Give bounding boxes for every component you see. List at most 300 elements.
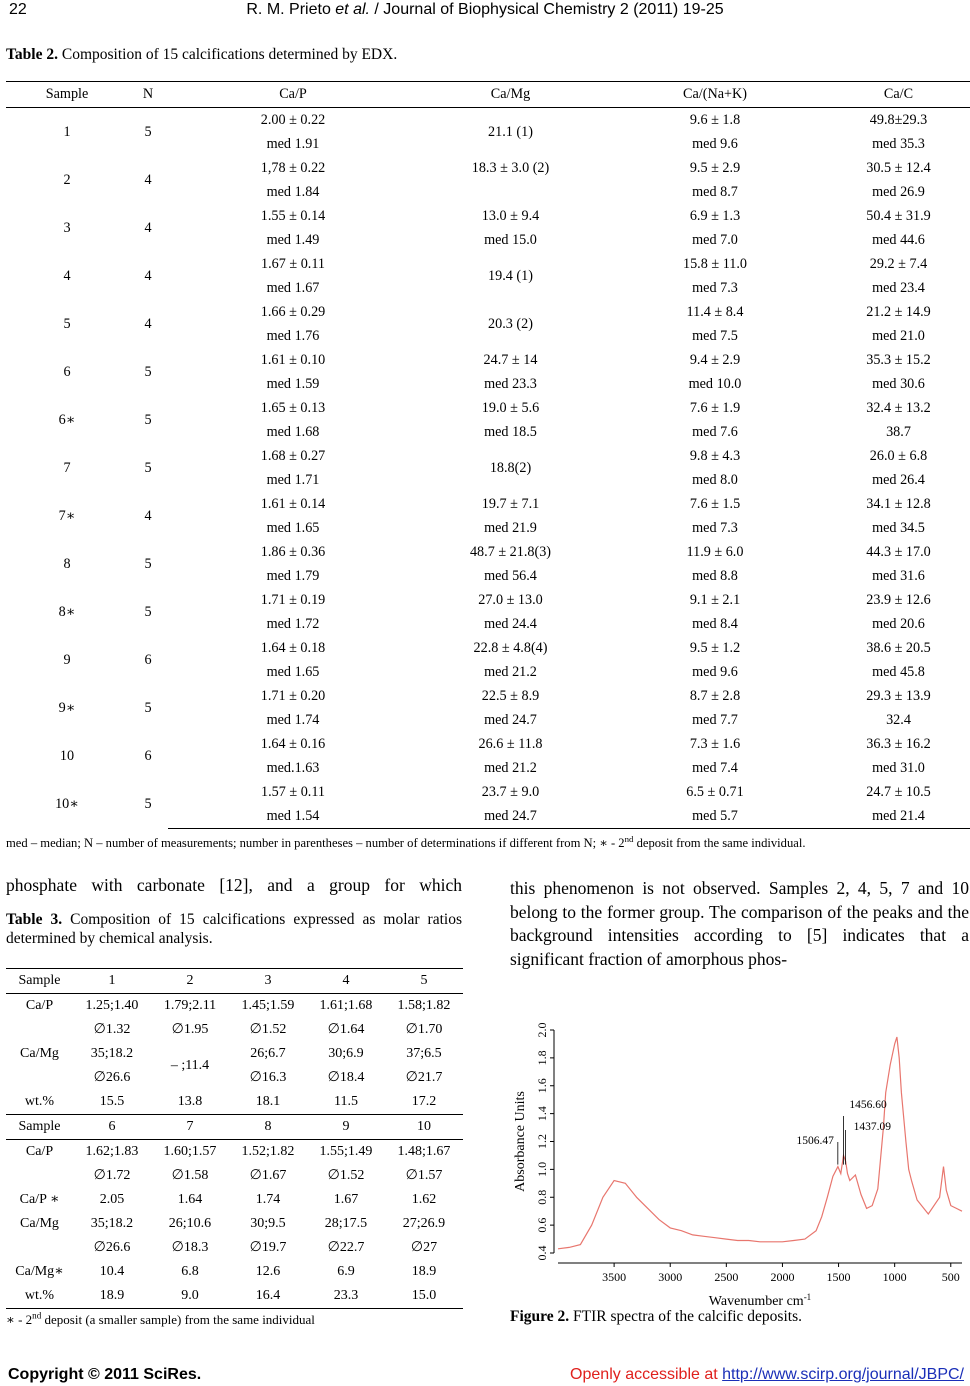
table3-row <box>6 994 463 1019</box>
table3-row <box>6 1284 463 1309</box>
table2-col-header: Ca/Mg <box>418 82 603 108</box>
ca-na-k-median-cell: med 7.0 <box>692 232 738 248</box>
table3-cell: 1.60;1.57 <box>163 1144 217 1159</box>
ca-p-median-cell: med 1.65 <box>266 664 320 680</box>
figure-caption: Figure 2. FTIR spectra of the calcific deposits. <box>510 1308 802 1325</box>
ca-p-cell: 1.64 ± 0.18 <box>260 640 326 656</box>
table2-row <box>6 252 970 276</box>
ca-mg-median-cell: med 24.7 <box>484 712 537 728</box>
table3-row <box>6 1164 463 1188</box>
table3 <box>6 968 463 1309</box>
table2-row <box>6 300 970 324</box>
ca-c-median-cell: med 31.6 <box>872 568 925 584</box>
ca-p-cell: 1.61 ± 0.14 <box>260 496 326 512</box>
ca-mg-cell: 19.7 ± 7.1 <box>481 496 540 512</box>
table3-cell: 18.9 <box>411 1264 437 1279</box>
n-cell: 5 <box>144 364 152 380</box>
table3-cell: 7 <box>151 1115 229 1140</box>
ca-na-k-cell: 11.9 ± 6.0 <box>686 544 744 560</box>
table3-cell: ∅1.52 <box>327 1168 365 1183</box>
journal-link[interactable]: http://www.scirp.org/journal/JBPC/ <box>722 1366 964 1383</box>
table2-col-header: Sample <box>6 82 128 108</box>
ca-p-cell: 1,78 ± 0.22 <box>260 160 326 176</box>
ca-na-k-median-cell: med 8.8 <box>692 568 738 584</box>
table3-row <box>6 1140 463 1165</box>
ca-mg-median-cell: med 21.2 <box>484 664 537 680</box>
table3-cell: 1.67 <box>333 1192 359 1207</box>
table3-cell: 1.52;1.82 <box>241 1144 295 1159</box>
table3-cell: 18.9 <box>73 1284 151 1309</box>
n-cell: 5 <box>144 412 152 428</box>
table3-cell: 9.0 <box>151 1284 229 1309</box>
ca-na-k-cell: 7.6 ± 1.9 <box>689 400 741 416</box>
table3-row <box>6 1236 463 1260</box>
ca-na-k-median-cell: med 5.7 <box>603 804 827 829</box>
ca-na-k-cell: 9.5 ± 2.9 <box>689 160 741 176</box>
table3-cell: 1.45;1.59 <box>241 998 295 1013</box>
ca-c-cell: 30.5 ± 12.4 <box>866 160 931 176</box>
ca-p-median-cell: med 1.72 <box>266 616 320 632</box>
ca-na-k-median-cell: med 7.3 <box>692 520 738 536</box>
table3-cell: 35;18.2 <box>90 1046 134 1061</box>
table3-cell: 2 <box>151 969 229 994</box>
table3-row <box>6 1115 463 1140</box>
ca-p-median-cell: med 1.76 <box>266 328 320 344</box>
table3-body <box>6 969 463 1309</box>
table3-cell: 15.0 <box>385 1284 463 1309</box>
ca-na-k-median-cell: med 8.7 <box>692 184 738 200</box>
table3-cell: ∅1.67 <box>249 1168 287 1183</box>
n-cell: 5 <box>144 700 152 716</box>
table3-cell: 1.74 <box>255 1192 281 1207</box>
table3-row <box>6 1188 463 1212</box>
ca-mg-cell: 21.1 (1) <box>488 124 533 140</box>
table3-cell <box>6 1236 73 1260</box>
table2-header-row <box>6 82 970 108</box>
x-tick-label: 1000 <box>882 1270 907 1284</box>
table3-cell: ∅1.32 <box>93 1022 131 1037</box>
ca-na-k-median-cell: med 7.5 <box>692 328 738 344</box>
table3-cell: 18.1 <box>255 1094 281 1109</box>
ca-c-cell: 35.3 ± 15.2 <box>866 352 931 368</box>
ca-c-median-cell: med 30.6 <box>872 376 925 392</box>
ca-c-median-cell: med 31.0 <box>872 760 925 776</box>
ca-p-cell: 1.86 ± 0.36 <box>260 544 326 560</box>
table2-row <box>6 348 970 372</box>
ca-mg-cell: 20.3 (2) <box>488 316 533 332</box>
ca-p-cell: 1.61 ± 0.10 <box>260 352 326 368</box>
table3-row <box>6 969 463 994</box>
table2-col-header: Ca/(Na+K) <box>603 82 827 108</box>
ca-mg-cell: 19.0 ± 5.6 <box>481 400 540 416</box>
table3-cell: Ca/Mg∗ <box>15 1264 64 1279</box>
ca-na-k-median-cell: med 7.3 <box>692 280 738 296</box>
ca-p-cell: 1.71 ± 0.20 <box>260 688 326 704</box>
table3-cell <box>6 1164 73 1188</box>
ca-na-k-cell: 9.1 ± 2.1 <box>689 592 741 608</box>
ca-p-median-cell: med 1.54 <box>168 804 418 829</box>
ca-c-median-cell: med 26.4 <box>872 472 925 488</box>
body-text-left: phosphate with carbonate [12], and a group for which <box>6 875 462 895</box>
table3-cell: ∅1.57 <box>405 1168 443 1183</box>
table2-row <box>6 396 970 420</box>
sample-cell: 3 <box>63 220 71 236</box>
ca-na-k-median-cell: med 7.6 <box>692 424 738 440</box>
ca-c-cell: 34.1 ± 12.8 <box>866 496 931 512</box>
ca-p-cell: 1.66 ± 0.29 <box>260 304 326 320</box>
table3-cell: 6 <box>73 1115 151 1140</box>
table3-cell: wt.% <box>6 1284 73 1309</box>
ca-na-k-median-cell: med 9.6 <box>692 136 738 152</box>
ca-na-k-cell: 6.5 ± 0.71 <box>686 784 744 800</box>
ca-p-median-cell: med 1.59 <box>266 376 320 392</box>
ca-mg-cell: 18.3 ± 3.0 (2) <box>471 160 550 176</box>
sample-cell: 6∗ <box>58 412 76 428</box>
ca-c-median-cell: med 21.0 <box>872 328 925 344</box>
peak-annotation: 1506.47 <box>796 1135 834 1147</box>
ca-c-median-cell: med 21.4 <box>827 804 970 829</box>
x-tick-label: 2500 <box>714 1270 739 1284</box>
table3-cell: ∅19.7 <box>249 1240 287 1255</box>
table3-cell: – ;11.4 <box>170 1058 210 1073</box>
ftir-spectrum-figure <box>510 1020 965 1305</box>
ca-c-median-cell: med 20.6 <box>872 616 925 632</box>
ca-mg-cell: 19.4 (1) <box>488 268 533 284</box>
table3-cell: wt.% <box>24 1094 55 1109</box>
table2-row <box>6 108 970 133</box>
table3-cell: ∅1.95 <box>171 1022 209 1037</box>
table3-cell: 28;17.5 <box>324 1216 368 1231</box>
sample-cell: 7 <box>63 460 71 476</box>
ca-mg-cell: 22.5 ± 8.9 <box>481 688 540 704</box>
y-tick-label: 1.4 <box>535 1106 549 1122</box>
table3-cell: ∅21.7 <box>405 1070 443 1085</box>
table3-row <box>6 1018 463 1042</box>
ca-c-cell: 44.3 ± 17.0 <box>866 544 931 560</box>
y-tick-label: 1.6 <box>535 1078 549 1094</box>
ca-c-median-cell: 38.7 <box>886 424 911 440</box>
spectrum-line <box>558 1037 962 1249</box>
table3-cell: 1.61;1.68 <box>319 998 373 1013</box>
ca-c-cell: 24.7 ± 10.5 <box>866 784 931 800</box>
table3-cell: ∅18.3 <box>171 1240 209 1255</box>
sample-cell: 2 <box>63 172 71 188</box>
table3-cell: Sample <box>6 969 73 994</box>
table3-cell: Ca/Mg <box>20 1046 59 1061</box>
x-axis-label: Wavenumber $cm^{-1}$ <box>708 1292 812 1305</box>
y-axis-label: Absorbance Units <box>513 1091 528 1192</box>
table3-cell: 10 <box>385 1115 463 1140</box>
table2-caption: Table 2. Composition of 15 calcifications determined by EDX. <box>6 46 398 63</box>
table3-cell: 12.6 <box>255 1264 281 1279</box>
table3-cell: 6.8 <box>181 1264 199 1279</box>
sample-cell: 8∗ <box>58 604 76 620</box>
ca-na-k-cell: 11.4 ± 8.4 <box>686 304 744 320</box>
table2-row <box>6 780 970 804</box>
ca-c-median-cell: med 26.9 <box>872 184 925 200</box>
ca-mg-median-cell: med 24.4 <box>484 616 537 632</box>
ca-mg-cell: 24.7 ± 14 <box>483 352 538 368</box>
ca-c-cell: 29.3 ± 13.9 <box>866 688 931 704</box>
table3-cell: ∅1.52 <box>249 1022 287 1037</box>
table3-cell: Ca/Mg <box>20 1216 59 1231</box>
ca-p-median-cell: med 1.91 <box>266 136 320 152</box>
ca-c-cell: 49.8±29.3 <box>869 112 928 128</box>
table3-cell: ∅18.4 <box>327 1070 365 1085</box>
ca-na-k-cell: 6.9 ± 1.3 <box>689 208 741 224</box>
ca-c-cell: 21.2 ± 14.9 <box>866 304 931 320</box>
ca-na-k-cell: 15.8 ± 11.0 <box>682 256 747 272</box>
table2 <box>6 81 970 829</box>
table3-cell: 1 <box>73 969 151 994</box>
n-cell: 6 <box>144 652 152 668</box>
table3-cell: 1.79;2.11 <box>163 998 217 1013</box>
table3-cell: 4 <box>307 969 385 994</box>
ca-p-cell: 1.68 ± 0.27 <box>260 448 326 464</box>
sample-cell: 9 <box>63 652 71 668</box>
y-tick-label: 0.4 <box>535 1245 549 1261</box>
page-header <box>0 0 970 24</box>
table3-cell: 1.62;1.83 <box>85 1144 139 1159</box>
table3-cell: 15.5 <box>99 1094 125 1109</box>
ca-na-k-cell: 8.7 ± 2.8 <box>689 688 741 704</box>
sample-cell: 5 <box>63 316 71 332</box>
table3-cell: ∅26.6 <box>93 1240 131 1255</box>
ca-na-k-cell: 9.6 ± 1.8 <box>689 112 741 128</box>
footer-access: Openly accessible at http://www.scirp.org/journal/JBPC/ <box>570 1366 964 1383</box>
ca-p-cell: 1.57 ± 0.11 <box>260 784 325 800</box>
table3-cell: 16.4 <box>229 1284 307 1309</box>
x-tick-label: 3500 <box>602 1270 627 1284</box>
table3-cell: 27;26.9 <box>402 1216 446 1231</box>
ca-p-median-cell: med 1.67 <box>266 280 320 296</box>
sample-cell: 4 <box>63 268 71 284</box>
ca-p-median-cell: med 1.49 <box>266 232 320 248</box>
table2-row <box>6 540 970 564</box>
y-tick-label: 1.2 <box>535 1134 549 1149</box>
ca-mg-cell: 26.6 ± 11.8 <box>478 736 543 752</box>
n-cell: 4 <box>144 172 152 188</box>
table2-col-header: Ca/C <box>827 82 970 108</box>
ca-na-k-median-cell: med 7.7 <box>692 712 738 728</box>
table3-cell: 5 <box>385 969 463 994</box>
sample-cell: 6 <box>63 364 71 380</box>
ca-mg-median-cell <box>418 180 603 204</box>
ca-c-cell: 23.9 ± 12.6 <box>866 592 931 608</box>
ca-c-cell: 29.2 ± 7.4 <box>869 256 928 272</box>
table3-cell: 8 <box>229 1115 307 1140</box>
table3-cell: ∅1.58 <box>171 1168 209 1183</box>
ca-p-cell: 1.67 ± 0.11 <box>260 256 325 272</box>
table3-cell: 1.25;1.40 <box>85 998 139 1013</box>
ca-mg-cell: 13.0 ± 9.4 <box>481 208 540 224</box>
table3-cell: 2.05 <box>99 1192 125 1207</box>
table3-cell: 1.55;1.49 <box>319 1144 373 1159</box>
table3-cell: ∅26.6 <box>93 1070 131 1085</box>
sample-cell: 8 <box>63 556 71 572</box>
table2-body <box>6 108 970 829</box>
table3-cell: 30;6.9 <box>328 1046 364 1061</box>
table3-row <box>6 1042 463 1066</box>
sample-cell: 1 <box>63 124 71 140</box>
n-cell: 5 <box>144 460 152 476</box>
ca-c-median-cell: med 35.3 <box>872 136 925 152</box>
table3-cell: 1.62 <box>411 1192 437 1207</box>
ca-mg-cell: 48.7 ± 21.8(3) <box>469 544 552 560</box>
n-cell: 5 <box>144 124 152 140</box>
table2-row <box>6 684 970 708</box>
ca-c-cell: 36.3 ± 16.2 <box>866 736 931 752</box>
n-cell: 4 <box>144 268 152 284</box>
n-cell: 4 <box>144 220 152 236</box>
ca-p-median-cell: med 1.65 <box>266 520 320 536</box>
table3-cell: 1.64 <box>177 1192 203 1207</box>
ca-mg-median-cell: med 18.5 <box>484 424 537 440</box>
ca-p-cell: 1.55 ± 0.14 <box>260 208 326 224</box>
table2-col-header: N <box>128 82 168 108</box>
ca-c-cell: 50.4 ± 31.9 <box>866 208 931 224</box>
ca-mg-median-cell: med 24.7 <box>418 804 603 829</box>
ca-p-median-cell: med 1.71 <box>266 472 320 488</box>
sample-cell: 7∗ <box>58 508 76 524</box>
y-tick-label: 1.8 <box>535 1050 549 1066</box>
ca-na-k-cell: 9.8 ± 4.3 <box>689 448 741 464</box>
table3-cell: Ca/P <box>25 1144 54 1159</box>
table2-row <box>6 444 970 468</box>
table3-cell: 30;9.5 <box>250 1216 286 1231</box>
ca-p-median-cell: med 1.79 <box>266 568 320 584</box>
ca-na-k-median-cell: med 8.4 <box>692 616 738 632</box>
ca-mg-median-cell: med 15.0 <box>484 232 537 248</box>
ca-na-k-cell: 9.4 ± 2.9 <box>689 352 741 368</box>
table3-cell: 26;10.6 <box>168 1216 212 1231</box>
table3-cell: ∅1.72 <box>93 1168 131 1183</box>
n-cell: 4 <box>144 508 152 524</box>
n-cell: 6 <box>144 748 152 764</box>
table3-cell: ∅1.64 <box>327 1022 365 1037</box>
ca-p-cell: 1.65 ± 0.13 <box>260 400 326 416</box>
ca-na-k-median-cell: med 7.4 <box>692 760 738 776</box>
ca-c-median-cell: med 44.6 <box>872 232 925 248</box>
ca-p-median-cell: med 1.74 <box>266 712 320 728</box>
table3-cell: 37;6.5 <box>406 1046 442 1061</box>
ca-mg-cell: 22.8 ± 4.8(4) <box>473 640 548 656</box>
table3-cell: 35;18.2 <box>90 1216 134 1231</box>
y-tick-label: 0.6 <box>535 1217 549 1233</box>
body-text-right: this phenomenon is not observed. Samples 2, 4, 5, 7 and 10 belong to the former group. The comparison of the peaks and the background intensities according to [5] indicates that a significant fraction of amorphous phos- <box>510 878 969 969</box>
table2-row <box>6 156 970 180</box>
ca-mg-median-cell: med 21.9 <box>484 520 537 536</box>
table3-footnote: ∗ - 2nd deposit (a smaller sample) from the same individual <box>6 1310 315 1327</box>
ca-c-median-cell: med 45.8 <box>872 664 925 680</box>
table3-caption: Table 3. Composition of 15 calcifications expressed as molar ratios determined by chemical analysis. <box>6 911 462 947</box>
n-cell: 5 <box>144 604 152 620</box>
table3-cell: 10.4 <box>99 1264 125 1279</box>
ca-p-median-cell: med.1.63 <box>266 760 320 776</box>
x-tick-label: 500 <box>941 1270 960 1284</box>
table3-cell: 26;6.7 <box>250 1046 286 1061</box>
table3-cell: 11.5 <box>334 1094 358 1109</box>
n-cell: 5 <box>144 796 152 813</box>
running-head: R. M. Prieto et al. / Journal of Biophysical Chemistry 2 (2011) 19-25 <box>246 1 724 18</box>
ca-na-k-median-cell: med 8.0 <box>692 472 738 488</box>
y-tick-label: 1.0 <box>535 1161 549 1177</box>
ca-p-cell: 1.71 ± 0.19 <box>260 592 326 608</box>
table3-cell <box>6 1066 73 1090</box>
peak-annotation: 1437.09 <box>853 1121 891 1133</box>
table3-row <box>6 1066 463 1090</box>
table3-cell: 1.58;1.82 <box>397 998 451 1013</box>
table3-row <box>6 1090 463 1115</box>
table3-cell: 6.9 <box>337 1264 355 1279</box>
x-tick-label: 2000 <box>770 1270 795 1284</box>
table3-cell: 17.2 <box>411 1094 437 1109</box>
ca-p-cell: 1.64 ± 0.16 <box>260 736 326 752</box>
n-cell: 5 <box>144 556 152 572</box>
footer-copyright: Copyright © 2011 SciRes. <box>8 1366 202 1383</box>
y-tick-label: 0.8 <box>535 1189 549 1205</box>
page-number: 22 <box>9 1 27 18</box>
table3-cell: Ca/P <box>25 998 54 1013</box>
table3-cell: 9 <box>307 1115 385 1140</box>
table3-cell: ∅16.3 <box>249 1070 287 1085</box>
table2-col-header: Ca/P <box>168 82 418 108</box>
table3-cell: 3 <box>229 969 307 994</box>
y-tick-label: 2.0 <box>535 1022 549 1038</box>
table2-row <box>6 492 970 516</box>
table2-row <box>6 732 970 756</box>
ca-na-k-median-cell: med 10.0 <box>688 376 742 392</box>
table3-cell: Sample <box>6 1115 73 1140</box>
table3-cell: Ca/P ∗ <box>19 1192 60 1207</box>
ca-na-k-median-cell: med 9.6 <box>692 664 738 680</box>
ca-p-cell: 2.00 ± 0.22 <box>260 112 326 128</box>
ca-mg-median-cell: med 23.3 <box>484 376 537 392</box>
ca-c-cell: 26.0 ± 6.8 <box>869 448 928 464</box>
ca-c-median-cell: 32.4 <box>886 712 911 728</box>
table3-cell: 13.8 <box>177 1094 203 1109</box>
n-cell: 4 <box>144 316 152 332</box>
table3-cell: 1.48;1.67 <box>397 1144 451 1159</box>
table3-row <box>6 1212 463 1236</box>
ca-p-median-cell: med 1.84 <box>266 184 320 200</box>
ca-mg-cell: 27.0 ± 13.0 <box>478 592 543 608</box>
ca-mg-cell: 23.7 ± 9.0 <box>481 784 540 800</box>
ca-na-k-cell: 9.5 ± 1.2 <box>689 640 741 656</box>
ca-p-median-cell: med 1.68 <box>266 424 320 440</box>
ca-na-k-cell: 7.6 ± 1.5 <box>689 496 741 512</box>
peak-annotation: 1456.60 <box>849 1099 887 1111</box>
table3-cell: ∅1.70 <box>405 1022 443 1037</box>
ca-c-median-cell: med 23.4 <box>872 280 925 296</box>
table3-cell: ∅27 <box>410 1240 438 1255</box>
ca-mg-median-cell: med 56.4 <box>484 568 537 584</box>
table2-row <box>6 636 970 660</box>
sample-cell: 10∗ <box>55 796 79 813</box>
x-tick-label: 1500 <box>826 1270 851 1284</box>
ca-mg-cell: 18.8(2) <box>489 460 532 476</box>
ca-c-median-cell: med 34.5 <box>872 520 925 536</box>
table3-cell <box>6 1018 73 1042</box>
ca-c-cell: 32.4 ± 13.2 <box>866 400 931 416</box>
sample-cell: 10 <box>59 748 75 764</box>
ca-mg-median-cell: med 21.2 <box>484 760 537 776</box>
x-tick-label: 3000 <box>658 1270 683 1284</box>
table2-row <box>6 204 970 228</box>
table2-row <box>6 588 970 612</box>
table3-row <box>6 1260 463 1284</box>
table2-footnote: med – median; N – number of measurements; number in parentheses – number of determinations if different from N; ∗ - 2nd deposit from the same individual. <box>6 833 806 850</box>
